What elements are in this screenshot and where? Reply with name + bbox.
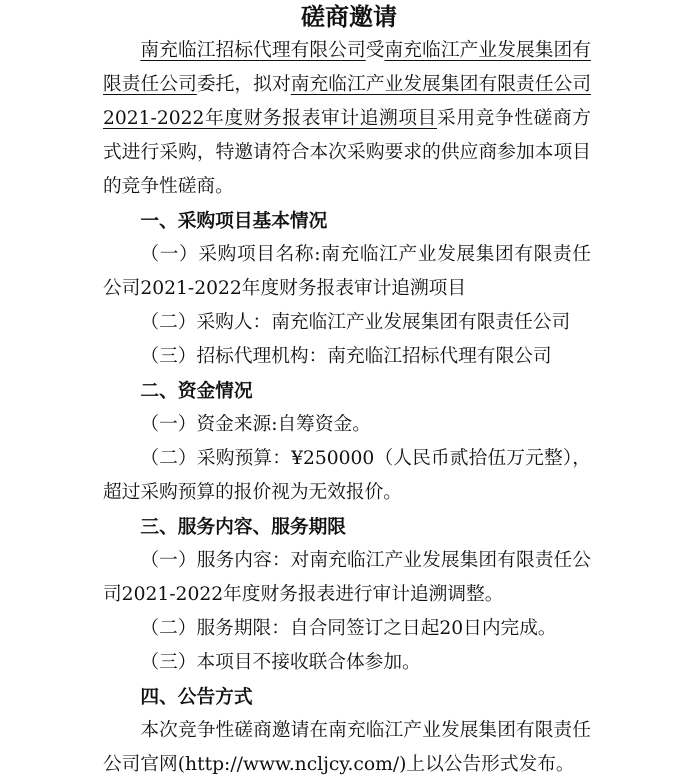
section-item: （一）资金来源:自筹资金。 <box>140 414 371 435</box>
intro-text: 受 <box>365 40 385 61</box>
section-item: （二）服务期限：自合同签订之日起20日内完成。 <box>140 618 557 639</box>
document <box>103 0 591 782</box>
section-heading: 二、资金情况 <box>140 380 253 402</box>
client-name: 南充临江产业发展集团有限责任公司 <box>103 40 592 95</box>
section-item: 本次竞争性磋商邀请在南充临江产业发展集团有限责任公司官网(http://www.ncljcy.com/)上以公告形式发布。 <box>103 720 591 775</box>
section-heading: 四、公告方式 <box>140 686 253 708</box>
document-title: 磋商邀请 <box>301 2 397 31</box>
section-item: （一）采购项目名称:南充临江产业发展集团有限责任公司2021-2022年度财务报表审计追溯项目 <box>103 244 591 299</box>
intro-text: 委托，拟对 <box>196 74 291 95</box>
section-item: （三）招标代理机构：南充临江招标代理有限公司 <box>140 346 552 367</box>
section-item: （二）采购预算：¥250000（人民币贰拾伍万元整），超过采购预算的报价视为无效报价。 <box>103 448 591 503</box>
agency-name: 南充临江招标代理有限公司 <box>140 40 366 61</box>
section-heading: 三、服务内容、服务期限 <box>140 516 346 538</box>
section-heading: 一、采购项目基本情况 <box>140 210 328 232</box>
intro-paragraph <box>103 34 591 204</box>
project-name: 南充临江产业发展集团有限责任公司2021-2022年度财务报表审计追溯项目 <box>103 74 592 129</box>
intro-text: 采用竞争性磋商方式进行采购，特邀请符合本次采购要求的供应商参加本项目的竞争性磋商。 <box>103 108 591 197</box>
section-item: （三）本项目不接收联合体参加。 <box>140 652 421 673</box>
section-item: （二）采购人：南充临江产业发展集团有限责任公司 <box>140 312 571 333</box>
section-item: （一）服务内容：对南充临江产业发展集团有限责任公司2021-2022年度财务报表进行审计追溯调整。 <box>103 550 591 605</box>
